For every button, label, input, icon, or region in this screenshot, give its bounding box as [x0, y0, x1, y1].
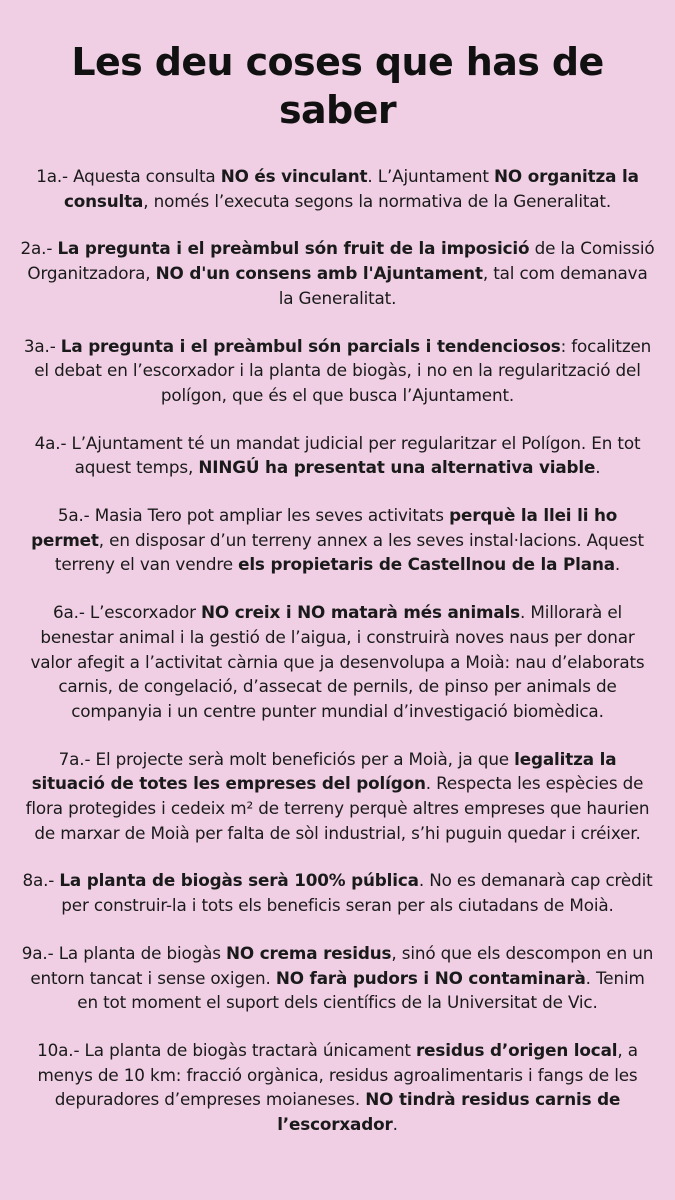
- point-text: .: [614, 554, 621, 575]
- point-item-10: [20, 1038, 655, 1137]
- point-item-3: [20, 334, 655, 408]
- point-item-9: [20, 941, 655, 1015]
- point-emphasis: La pregunta i el preàmbul són fruit de la imposició: [57, 238, 530, 259]
- point-item-8: [20, 868, 655, 917]
- point-text: 1a.- Aquesta consulta: [36, 166, 221, 186]
- point-text: de la Comissió Organitzadora,: [27, 238, 655, 284]
- point-text: , només l’executa segons la normativa de la Generalitat.: [143, 190, 612, 211]
- point-text: , en disposar d’un terreny annex a les seves instal·lacions. Aquest terreny el van vendre: [54, 529, 644, 575]
- point-emphasis: perquè la llei li ho permet: [31, 505, 618, 550]
- point-text: . Respecta les espècies de flora protegides i cedeix m² de terreny perquè altres empreses que haurien de marxar de Moià per falta de sòl industrial, s’hi puguin quedar i créixer.: [25, 773, 650, 843]
- point-text: , sinó que els descompon en un entorn tancat i sense oxigen.: [30, 942, 654, 988]
- point-emphasis: NO organitza la consulta: [63, 166, 639, 211]
- page-title: Les deu coses que has de saber: [71, 40, 604, 132]
- point-text: , a menys de 10 km: fracció orgànica, residus agroalimentaris i fangs de les depuradores d’empreses moianeses.: [37, 1039, 638, 1110]
- point-text: 7a.- El projecte serà molt beneficiós per a Moià, ja que: [58, 748, 515, 769]
- points-list: [20, 164, 655, 1137]
- point-item-6: [20, 600, 655, 724]
- point-text: : focalitzen el debat en l’escorxador i la planta de biogàs, i no en la regularització del polígon, que és el que busca l’Ajuntament.: [34, 335, 652, 405]
- point-text: . Tenim en tot moment el suport dels científics de la Universitat de Vic.: [77, 967, 645, 1013]
- point-emphasis: NO crema residus: [226, 942, 392, 963]
- point-item-4: [20, 431, 655, 480]
- point-emphasis: La pregunta i el preàmbul són parcials i tendenciosos: [60, 335, 561, 356]
- point-emphasis: residus d’origen local: [416, 1039, 618, 1060]
- point-text: 3a.-: [23, 335, 61, 356]
- point-emphasis: NO és vinculant: [220, 166, 368, 186]
- point-item-5: [20, 503, 655, 577]
- point-item-1: [20, 164, 655, 213]
- point-item-7: [20, 747, 655, 846]
- point-emphasis: legalitza la situació de totes les empreses del polígon: [31, 748, 617, 794]
- point-text: . L’Ajuntament: [367, 166, 495, 186]
- point-text: .: [595, 457, 601, 478]
- point-emphasis: els propietaris de Castellnou de la Plana: [238, 554, 615, 575]
- point-text: 6a.- L’escorxador: [52, 602, 202, 623]
- point-text: 4a.- L’Ajuntament té un mandat judicial per regularitzar el Polígon. En tot aquest temps,: [34, 432, 641, 478]
- point-emphasis: NO tindrà residus carnis de l’escorxador: [277, 1089, 621, 1135]
- point-emphasis: NO creix i NO matarà més animals: [201, 602, 521, 623]
- point-text: , tal com demanava la Generalitat.: [278, 263, 648, 308]
- point-text: 5a.- Masia Tero pot ampliar les seves activitats: [57, 505, 450, 526]
- point-emphasis: NO d'un consens amb l'Ajuntament: [155, 263, 483, 284]
- point-text: 9a.- La planta de biogàs: [21, 942, 227, 963]
- point-emphasis: La planta de biogàs serà 100% pública: [59, 870, 419, 891]
- point-text: 2a.-: [20, 238, 58, 259]
- point-text: . No es demanarà cap crèdit per construir-la i tots els beneficis seran per als ciutadans de Moià.: [61, 870, 653, 916]
- point-text: . Millorarà el benestar animal i la gestió de l’aigua, i construirà noves naus per donar valor afegit a l’activitat càrnia que ja desenvolupa a Moià: nau d’elaborats carnis, de congelació, d’assecat de pernils, de pinso per animals de companyia i un centre punter mundial d’investigació biomèdica.: [30, 602, 645, 721]
- point-text: 10a.- La planta de biogàs tractarà únicament: [37, 1039, 417, 1060]
- point-item-2: [20, 236, 655, 310]
- point-emphasis: NINGÚ ha presentat una alternativa viable: [198, 457, 596, 478]
- point-text: .: [392, 1114, 398, 1135]
- point-emphasis: NO farà pudors i NO contaminarà: [275, 967, 586, 988]
- point-text: 8a.-: [22, 870, 60, 891]
